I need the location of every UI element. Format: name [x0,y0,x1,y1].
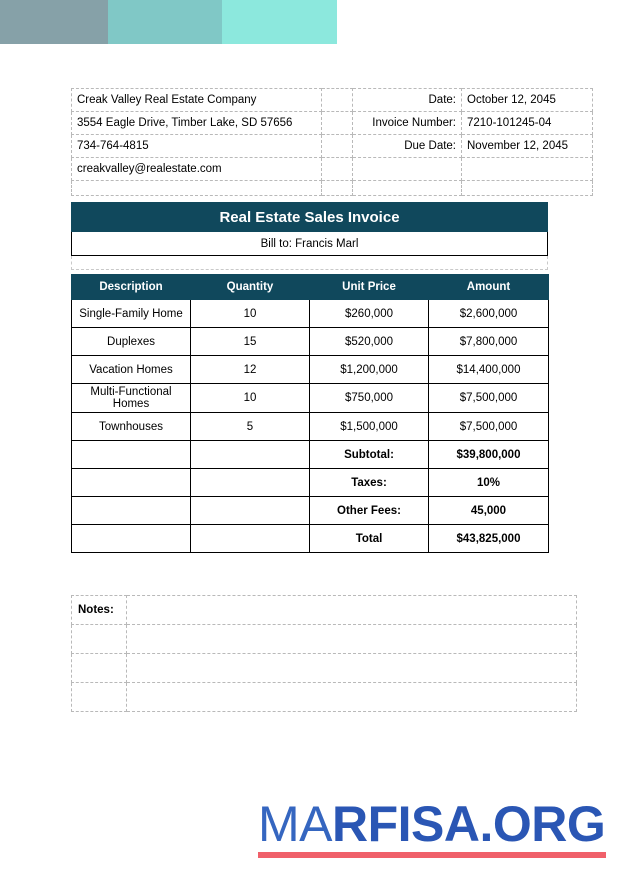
column-header-amount: Amount [429,275,549,300]
table-row [72,413,549,441]
cell-quantity: 10 [191,300,310,328]
notes-line[interactable] [127,683,577,712]
notes-label: Notes: [72,596,127,625]
notes-row [72,625,577,654]
header-spacer-cell [322,135,353,158]
color-block-teal [108,0,222,44]
cell-description: Single-Family Home [72,300,191,328]
column-header-description: Description [72,275,191,300]
invoice-number-value: 7210-101245-04 [462,112,593,135]
notes-empty-label [72,654,127,683]
date-label: Date: [353,89,462,112]
logo-text-ma: MA [258,796,332,852]
line-items-table [71,274,549,553]
header-row-due-date [72,135,593,158]
logo-underline-rule [258,852,606,858]
totals-blank-cell [72,441,191,469]
company-address: 3554 Eagle Drive, Timber Lake, SD 57656 [72,112,322,135]
cell-description: Multi-Functional Homes [72,384,191,413]
cell-unit-price: $1,200,000 [310,356,429,384]
notes-line[interactable] [127,654,577,683]
company-phone: 734-764-4815 [72,135,322,158]
header-spacer-cell [322,112,353,135]
header-blank-cell [72,181,322,196]
other-fees-value: 45,000 [429,497,549,525]
header-empty-value [462,158,593,181]
totals-blank-cell [72,469,191,497]
site-logo [258,798,610,858]
logo-text-rfisa: RFISA [332,796,480,852]
bill-to-line: Bill to: Francis Marl [71,232,548,256]
header-empty-label [353,158,462,181]
color-block-aqua [222,0,337,44]
table-row [72,300,549,328]
company-name: Creak Valley Real Estate Company [72,89,322,112]
table-row [72,328,549,356]
notes-row [72,654,577,683]
notes-row [72,596,577,625]
subtotal-label: Subtotal: [310,441,429,469]
taxes-value: 10% [429,469,549,497]
logo-wordmark [258,798,610,850]
header-blank-cell [322,181,353,196]
due-date-value: November 12, 2045 [462,135,593,158]
table-row [72,356,549,384]
notes-line[interactable] [127,596,577,625]
total-label: Total [310,525,429,553]
cell-description: Townhouses [72,413,191,441]
cell-unit-price: $1,500,000 [310,413,429,441]
totals-blank-cell [72,525,191,553]
cell-description: Duplexes [72,328,191,356]
header-row-invoice-number [72,112,593,135]
cell-quantity: 12 [191,356,310,384]
cell-amount: $7,800,000 [429,328,549,356]
cell-description: Vacation Homes [72,356,191,384]
notes-line[interactable] [127,625,577,654]
cell-amount: $7,500,000 [429,384,549,413]
date-value: October 12, 2045 [462,89,593,112]
header-blank-cell [462,181,593,196]
totals-row-taxes [72,469,549,497]
header-row-blank [72,181,593,196]
cell-amount: $7,500,000 [429,413,549,441]
table-row [72,384,549,413]
table-header-row [72,275,549,300]
decorative-color-bar [0,0,337,44]
notes-row [72,683,577,712]
section-spacer [71,256,548,270]
cell-quantity: 15 [191,328,310,356]
logo-text-dot: . [479,796,493,852]
header-row-date [72,89,593,112]
invoice-header-grid [71,88,593,196]
invoice-document [71,88,569,712]
notes-section [71,595,577,712]
header-row-email [72,158,593,181]
due-date-label: Due Date: [353,135,462,158]
cell-unit-price: $260,000 [310,300,429,328]
cell-quantity: 10 [191,384,310,413]
cell-amount: $2,600,000 [429,300,549,328]
totals-blank-cell [72,497,191,525]
cell-quantity: 5 [191,413,310,441]
column-header-quantity: Quantity [191,275,310,300]
totals-blank-cell [191,497,310,525]
company-email: creakvalley@realestate.com [72,158,322,181]
total-value: $43,825,000 [429,525,549,553]
header-blank-cell [353,181,462,196]
invoice-number-label: Invoice Number: [353,112,462,135]
totals-blank-cell [191,469,310,497]
totals-row-total [72,525,549,553]
notes-empty-label [72,683,127,712]
other-fees-label: Other Fees: [310,497,429,525]
logo-text-org: ORG [492,796,606,852]
totals-blank-cell [191,525,310,553]
notes-empty-label [72,625,127,654]
subtotal-value: $39,800,000 [429,441,549,469]
taxes-label: Taxes: [310,469,429,497]
totals-row-other-fees [72,497,549,525]
invoice-title: Real Estate Sales Invoice [71,202,548,232]
cell-unit-price: $750,000 [310,384,429,413]
cell-unit-price: $520,000 [310,328,429,356]
cell-amount: $14,400,000 [429,356,549,384]
header-spacer-cell [322,89,353,112]
column-header-unit-price: Unit Price [310,275,429,300]
header-spacer-cell [322,158,353,181]
totals-row-subtotal [72,441,549,469]
totals-blank-cell [191,441,310,469]
color-block-gray-teal [0,0,108,44]
